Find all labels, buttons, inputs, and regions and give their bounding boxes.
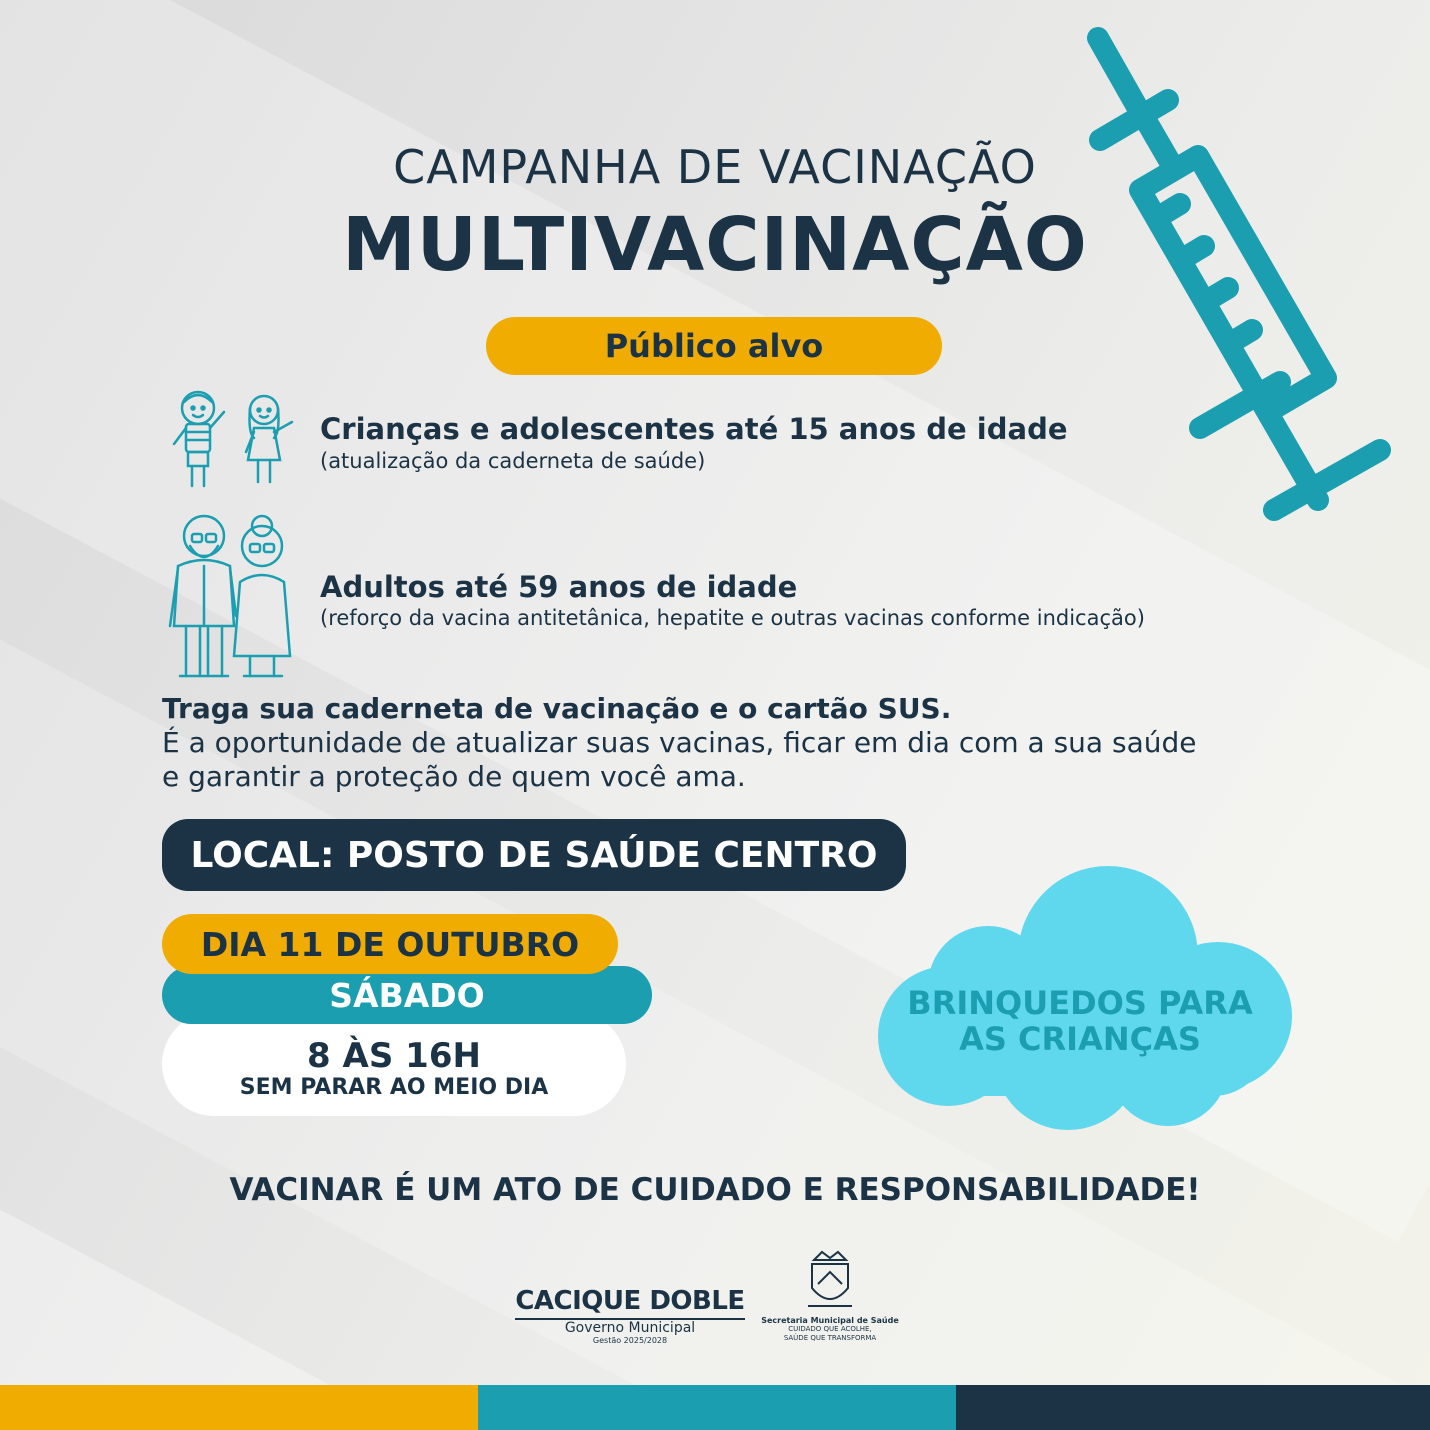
cloud-line-2: AS CRIANÇAS: [959, 1020, 1201, 1058]
children-icon: [168, 388, 314, 492]
slogan: VACINAR É UM ATO DE CUIDADO E RESPONSABILIDADE!: [229, 1172, 1201, 1208]
info-paragraph: [162, 692, 1362, 794]
logo-government: Governo Municipal: [564, 1320, 696, 1336]
date-pill: DIA 11 DE OUTUBRO: [162, 914, 618, 974]
logo-name: CACIQUE DOBLE: [515, 1286, 745, 1316]
cloud-text: [880, 985, 1280, 1057]
campaign-title: MULTIVACINAÇÃO: [342, 202, 1088, 288]
municipal-logo: [505, 1286, 755, 1345]
audience-adults-subtitle: (reforço da vacina antitetânica, hepatite e outras vacinas conforme indicação): [320, 606, 1145, 630]
footer-bar-navy: [956, 1385, 1430, 1430]
info-line-2: e garantir a proteção de quem você ama.: [162, 760, 746, 793]
coat-of-arms-icon: [802, 1250, 858, 1312]
audience-label: Público alvo: [486, 317, 942, 375]
hours-text: 8 ÀS 16H: [307, 1036, 481, 1076]
info-bold: Traga sua caderneta de vacinação e o cartão SUS.: [162, 692, 952, 725]
cloud-line-1: BRINQUEDOS PARA: [907, 984, 1253, 1022]
footer-bar-teal: [478, 1385, 956, 1430]
elderly-couple-icon: [164, 506, 304, 682]
tagline-2: SAÚDE QUE TRANSFORMA: [783, 1334, 877, 1342]
audience-adults-title: Adultos até 59 anos de idade: [320, 570, 798, 604]
health-secretariat-logo: [760, 1250, 900, 1343]
location-banner: LOCAL: POSTO DE SAÚDE CENTRO: [162, 819, 906, 891]
audience-children-title: Crianças e adolescentes até 15 anos de idade: [320, 412, 1068, 446]
logo-gestao: Gestão 2025/2028: [592, 1336, 668, 1345]
secretaria-name: Secretaria Municipal de Saúde: [761, 1316, 899, 1325]
hours-note: SEM PARAR AO MEIO DIA: [239, 1075, 549, 1100]
weekday-pill: SÁBADO: [162, 966, 652, 1024]
audience-children-subtitle: (atualização da caderneta de saúde): [320, 449, 706, 473]
tagline-1: CUIDADO QUE ACOLHE,: [788, 1325, 872, 1333]
footer-bar-yellow: [0, 1385, 478, 1430]
campaign-subtitle: CAMPANHA DE VACINAÇÃO: [393, 140, 1037, 194]
hours-pill: [162, 1012, 626, 1116]
info-line-1: É a oportunidade de atualizar suas vacinas, ficar em dia com a sua saúde: [162, 726, 1197, 759]
